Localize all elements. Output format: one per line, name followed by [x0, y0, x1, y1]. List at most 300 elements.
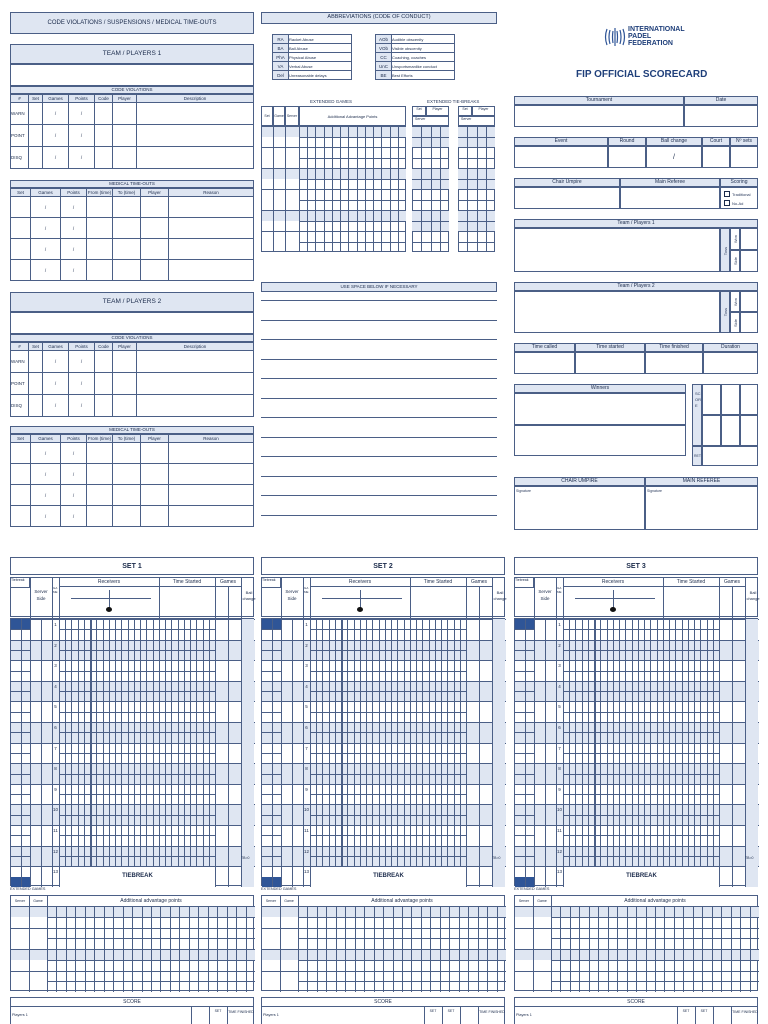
col-line: [196, 619, 197, 866]
game-number: 7: [305, 745, 308, 751]
winner-score-cell[interactable]: [702, 384, 721, 415]
side-cell[interactable]: [730, 312, 740, 333]
col-line: [364, 906, 365, 992]
set-grid: [261, 618, 505, 886]
col-line: [391, 619, 392, 866]
game-number: 12: [556, 848, 562, 854]
game-number: 9: [54, 786, 57, 792]
col-line: [128, 619, 129, 866]
info-team2-label: Team / Players 2: [514, 282, 758, 291]
col-line: [372, 619, 373, 866]
col-line: [179, 906, 180, 992]
col-line: [702, 906, 703, 992]
row-line: [59, 712, 215, 713]
col-line: [56, 906, 57, 992]
col-line: [228, 619, 229, 887]
col-line: [381, 126, 382, 252]
space-note: USE SPACE BELOW IF NECESSARY: [261, 282, 497, 292]
game-number: 11: [557, 828, 562, 833]
main-referee-field[interactable]: [620, 187, 720, 209]
ball-change-label: Ball change: [646, 137, 702, 146]
game-number: 12: [303, 848, 309, 854]
set-header: [261, 577, 505, 617]
time-finished-label: TIME FINISHED: [228, 1010, 254, 1014]
winner-score-cell[interactable]: [740, 384, 758, 415]
checkbox-icon[interactable]: [724, 200, 730, 206]
col-line: [459, 906, 460, 992]
abbr-code: VOb: [376, 44, 392, 53]
row-shade: [261, 126, 406, 137]
time-finished-label: Time finished: [645, 343, 703, 352]
note-line: [261, 378, 497, 379]
toss-cell: [720, 228, 730, 272]
col-line: [52, 578, 53, 618]
scoring-noad[interactable]: [724, 200, 743, 206]
row-line: [261, 126, 406, 127]
col-header: Server: [458, 116, 495, 126]
col-line: [383, 906, 384, 992]
col-header: #: [11, 95, 29, 103]
time-called-field[interactable]: [514, 352, 575, 374]
col-line: [460, 619, 461, 866]
set-title: SET 3: [514, 557, 758, 575]
col-line: [280, 896, 281, 992]
chair-umpire-label: Chair Umpire: [514, 178, 620, 187]
abbr-code: CC: [376, 53, 392, 62]
sig-chair-umpire-field[interactable]: [514, 486, 645, 530]
game-vertical-label: GAME: [304, 586, 309, 594]
row-line: [310, 671, 466, 672]
note-line: [261, 495, 497, 496]
game-number: 5: [305, 704, 308, 710]
time-finished-field[interactable]: [645, 352, 703, 374]
set-col-label: SET: [429, 1009, 437, 1013]
col-header: From (time): [87, 190, 112, 195]
ret-label: RET: [694, 454, 701, 458]
team2-mto-title: MEDICAL TIME-OUTS: [10, 426, 254, 434]
winners-field-1[interactable]: [514, 393, 686, 425]
col-header: Points: [61, 189, 87, 197]
col-line: [479, 619, 480, 887]
col-line: [203, 619, 204, 866]
team1-mto-title: MEDICAL TIME-OUTS: [10, 180, 254, 188]
extended-games-grid: [261, 895, 505, 991]
games-label: Games: [215, 578, 241, 587]
col-header: Games: [31, 435, 61, 443]
abbr-title: ABBREVIATIONS (CODE OF CONDUCT): [261, 12, 497, 24]
side-field[interactable]: [740, 250, 758, 272]
won-cell[interactable]: [730, 291, 740, 312]
col-line: [732, 587, 733, 618]
ret-field[interactable]: [702, 446, 758, 466]
info-team1-field[interactable]: [514, 228, 720, 272]
game-number: 3: [305, 663, 308, 669]
row-line: [563, 671, 719, 672]
col-line: [159, 619, 160, 866]
players1-label: Players 1: [12, 1013, 28, 1017]
team2-name-field[interactable]: [10, 312, 254, 334]
set-col-label: SET: [447, 1009, 455, 1013]
set-col-label: SET: [214, 1009, 222, 1013]
games-label: Games: [719, 578, 745, 587]
col-line: [66, 906, 67, 992]
col-header: Player: [426, 106, 449, 116]
row-line: [563, 774, 719, 775]
row-label: DISQ: [11, 147, 29, 169]
col-line: [713, 619, 714, 866]
game-number: 11: [53, 828, 58, 833]
date-field[interactable]: [684, 105, 758, 127]
col-line: [750, 906, 751, 992]
game-number: 13: [556, 869, 562, 875]
signature-label: Signature: [516, 489, 531, 493]
court-field[interactable]: [702, 146, 730, 168]
col-line: [534, 619, 535, 887]
row-line: [59, 629, 215, 630]
col-line: [397, 619, 398, 866]
notes-area[interactable]: [261, 292, 497, 530]
team2-cv-title: CODE VIOLATIONS: [10, 334, 254, 342]
col-line: [677, 1007, 678, 1024]
col-line: [556, 578, 557, 618]
winner-score-cell[interactable]: [740, 415, 758, 446]
col-line: [317, 906, 318, 992]
col-line: [424, 1007, 425, 1024]
server-side-label: Server Side: [538, 589, 552, 601]
date-label: Date: [684, 96, 758, 105]
row-line: [59, 774, 215, 775]
col-header: Additional Advantage Points: [299, 106, 406, 126]
abbr-desc: Physical Abuse: [289, 53, 352, 62]
score-block: [514, 1007, 758, 1024]
toss-label: Toss: [723, 247, 728, 256]
logo-line: PADEL: [628, 33, 652, 40]
col-line: [303, 619, 304, 887]
score-block: [10, 1007, 254, 1024]
col-line: [466, 619, 467, 887]
additional-adv-label: Additional advantage points: [624, 898, 686, 904]
game-number: 4: [558, 683, 561, 689]
col-header: Server: [412, 116, 449, 126]
won-cell[interactable]: [730, 228, 740, 250]
row-line: [59, 794, 215, 795]
round-field[interactable]: [608, 146, 646, 168]
col-line: [430, 906, 431, 992]
receiver-line: [575, 598, 655, 599]
scoring-option-label: Traditional: [732, 191, 751, 197]
col-line: [732, 619, 733, 887]
game-number: 13: [303, 869, 309, 875]
num-sets-field[interactable]: [730, 146, 758, 168]
tiebreak-label: TIEBREAK: [60, 867, 215, 886]
abbr-code: BA: [273, 44, 289, 53]
col-header: To (time): [113, 189, 141, 197]
info-team2-field[interactable]: [514, 291, 720, 333]
won-field[interactable]: [740, 291, 758, 312]
abbr-desc: Ball Abuse: [289, 44, 352, 53]
col-line: [479, 587, 480, 618]
receivers-label: Receivers: [563, 578, 663, 587]
toss-cell: [720, 291, 730, 333]
abbr-desc: Verbal Abuse: [289, 62, 352, 71]
col-line: [421, 906, 422, 992]
ball-change-field[interactable]: /: [646, 146, 702, 168]
extended-games-label: EXTENDED GAMES: [261, 887, 297, 891]
abbr-desc: Visible obscenity: [392, 44, 455, 53]
col-header: Set: [261, 106, 273, 126]
winner-score-cell[interactable]: [721, 415, 740, 446]
time-started-field[interactable]: [575, 352, 645, 374]
col-line: [307, 126, 308, 252]
row-line: [310, 712, 466, 713]
note-line: [261, 320, 497, 321]
ball-change-col: [746, 619, 758, 887]
col-line: [84, 619, 85, 866]
col-line: [322, 619, 323, 866]
set-col-label: SET: [682, 1009, 690, 1013]
game-vertical-label: GAME: [53, 586, 58, 594]
row-shade: [261, 168, 406, 179]
abbr-code: UnC: [376, 62, 392, 71]
col-line: [191, 1007, 192, 1024]
ball-icon: [610, 607, 616, 612]
col-line: [449, 906, 450, 992]
tb-small-label: TB=0: [492, 855, 501, 860]
main-referee-label: Main Referee: [620, 178, 720, 187]
abbr-code: BE: [376, 71, 392, 80]
col-line: [440, 906, 441, 992]
col-line: [303, 578, 304, 618]
duration-field[interactable]: [703, 352, 758, 374]
col-line: [336, 906, 337, 992]
sig-main-referee-field[interactable]: [645, 486, 758, 530]
col-line: [713, 1007, 714, 1024]
col-line: [215, 619, 216, 887]
set-grid: [514, 618, 758, 886]
ball-change-label: Ball change: [746, 590, 760, 601]
tiebreak-label: TIEBREAK: [564, 867, 719, 886]
winner-score-cell[interactable]: [721, 384, 740, 415]
col-line: [209, 619, 210, 866]
ball-icon: [106, 607, 112, 612]
score-label: SCORE: [10, 997, 254, 1007]
extended-games-grid: [261, 106, 406, 252]
col-line: [103, 619, 104, 866]
scoring-traditional[interactable]: [724, 191, 751, 197]
col-line: [374, 906, 375, 992]
col-line: [632, 619, 633, 866]
abbr-code: AOb: [376, 35, 392, 44]
col-line: [570, 906, 571, 992]
team2-title: TEAM / PLAYERS 2: [10, 292, 254, 312]
game-number: 2: [305, 642, 308, 648]
col-header: Set: [412, 106, 426, 116]
col-line: [121, 619, 122, 866]
col-line: [310, 619, 311, 887]
row-label: WARN: [11, 103, 29, 125]
col-line: [96, 619, 97, 866]
col-line: [579, 906, 580, 992]
logo-line: FEDERATION: [628, 40, 673, 47]
set-header: [10, 577, 254, 617]
game-number: 10: [52, 807, 58, 813]
col-line: [65, 619, 66, 866]
note-line: [261, 437, 497, 438]
col-line: [227, 906, 228, 992]
row-line: [59, 650, 215, 651]
col-line: [115, 619, 116, 866]
tiebreak-label: TIEBREAK: [311, 867, 466, 886]
col-line: [688, 619, 689, 866]
set-col-label: SET: [700, 1009, 708, 1013]
game-number: 8: [305, 766, 308, 772]
row-line: [261, 168, 406, 169]
col-header: Player: [472, 106, 495, 116]
row-line: [261, 231, 406, 232]
winner-score-cell[interactable]: [702, 415, 721, 446]
col-line: [379, 619, 380, 866]
row-line: [59, 671, 215, 672]
col-line: [594, 619, 596, 866]
col-line: [316, 619, 317, 866]
col-line: [190, 619, 191, 866]
checkbox-icon[interactable]: [724, 191, 730, 197]
game-number: 2: [54, 642, 57, 648]
col-line: [146, 619, 147, 866]
time-called-label: Time called: [514, 343, 575, 352]
team2-cv-table: # Set Games Points Code Player Description WARN / / POINT / / DISQ / /: [10, 342, 254, 417]
abbr-desc: Best Efforts: [392, 71, 455, 80]
server-side-label: Server Side: [285, 589, 299, 601]
col-line: [360, 619, 361, 866]
col-line: [627, 906, 628, 992]
team1-name-field[interactable]: [10, 64, 254, 86]
col-line: [134, 619, 135, 866]
col-header: Server: [285, 106, 299, 126]
col-line: [619, 619, 620, 866]
col-line: [340, 126, 341, 252]
col-line: [487, 906, 488, 992]
col-header: From (time): [87, 436, 112, 441]
logo-line: INTERNATIONAL: [628, 26, 685, 33]
team2-mto-table: Set Games Points From (time) To (time) Player Reason / / / / / / / /: [10, 434, 254, 527]
col-line: [29, 896, 30, 992]
additional-adv-label: Additional advantage points: [371, 898, 433, 904]
side-cell[interactable]: [730, 250, 740, 272]
sig-main-referee-label: MAIN REFEREE: [645, 477, 758, 486]
col-line: [299, 126, 300, 252]
row-label: DISQ: [11, 395, 29, 417]
col-line: [646, 906, 647, 992]
chair-umpire-field[interactable]: [514, 187, 620, 209]
row-line: [59, 835, 215, 836]
server-small-label: Server: [518, 899, 530, 903]
col-header: Set: [11, 435, 31, 443]
set-title: SET 2: [261, 557, 505, 575]
extended-games-grid: [514, 895, 758, 991]
col-line: [664, 906, 665, 992]
col-header: #: [11, 343, 29, 351]
game-number: 3: [54, 663, 57, 669]
col-line: [556, 619, 557, 887]
col-line: [41, 619, 42, 887]
game-number: 6: [305, 725, 308, 730]
col-line: [563, 619, 564, 887]
col-line: [638, 619, 639, 866]
tournament-field[interactable]: [514, 105, 684, 127]
col-line: [345, 906, 346, 992]
ball-change-label: Ball change: [242, 590, 256, 601]
receivers-label: Receivers: [59, 578, 159, 587]
col-line: [657, 619, 658, 866]
col-line: [160, 906, 161, 992]
abbr-desc: Audible obscenity: [392, 35, 455, 44]
tiebreak-small-label: Tiebreak: [262, 578, 281, 588]
col-line: [460, 1007, 461, 1024]
abbr-desc: Unsportsmanlike conduct: [392, 62, 455, 71]
col-header: Reason: [169, 189, 254, 197]
time-finished-label: TIME FINISHED: [732, 1010, 758, 1014]
col-line: [153, 619, 154, 866]
side-field[interactable]: [740, 312, 758, 333]
col-line: [441, 619, 442, 866]
col-line: [669, 619, 670, 866]
col-line: [533, 896, 534, 992]
set-grid: [10, 618, 254, 886]
game-small-label: Game: [284, 899, 294, 903]
event-field[interactable]: [514, 146, 608, 168]
col-line: [600, 619, 601, 866]
tiebreak-small-label: Tiebreak: [515, 578, 534, 588]
col-header: Games: [43, 343, 69, 351]
col-line: [404, 619, 405, 866]
col-line: [52, 619, 53, 887]
col-line: [625, 619, 626, 866]
receiver-line: [71, 598, 151, 599]
game-number: 4: [54, 683, 57, 689]
additional-adv-label: Additional advantage points: [120, 898, 182, 904]
won-field[interactable]: [740, 228, 758, 250]
row-line: [563, 732, 719, 733]
time-started-label: Time Started: [410, 578, 466, 587]
col-header: Reason: [169, 435, 254, 443]
winners-field-2[interactable]: [514, 425, 686, 456]
team1-cv-title: CODE VIOLATIONS: [10, 86, 254, 94]
col-line: [104, 906, 105, 992]
col-line: [329, 619, 330, 866]
row-line: [310, 629, 466, 630]
abbr-desc: Coaching, coaches: [392, 53, 455, 62]
row-line: [563, 856, 719, 857]
row-label: POINT: [11, 373, 29, 395]
col-line: [307, 906, 308, 992]
col-line: [165, 619, 166, 866]
row-line: [310, 691, 466, 692]
abbr-code: Del: [273, 71, 289, 80]
col-line: [712, 906, 713, 992]
extended-tb-title: EXTENDED TIE-BREAKS: [427, 99, 480, 104]
ball-change-label: Ball change: [493, 590, 507, 601]
ret-cell: [692, 446, 702, 466]
col-line: [700, 619, 701, 866]
note-line: [261, 300, 497, 301]
sig-chair-umpire-label: CHAIR UMPIRE: [514, 477, 645, 486]
row-line: [310, 815, 466, 816]
col-line: [497, 906, 498, 992]
col-line: [390, 126, 391, 252]
game-number: 4: [305, 683, 308, 689]
team1-mto-table: Set Games Points From (time) To (time) Player Reason / / / / / / / /: [10, 188, 254, 281]
